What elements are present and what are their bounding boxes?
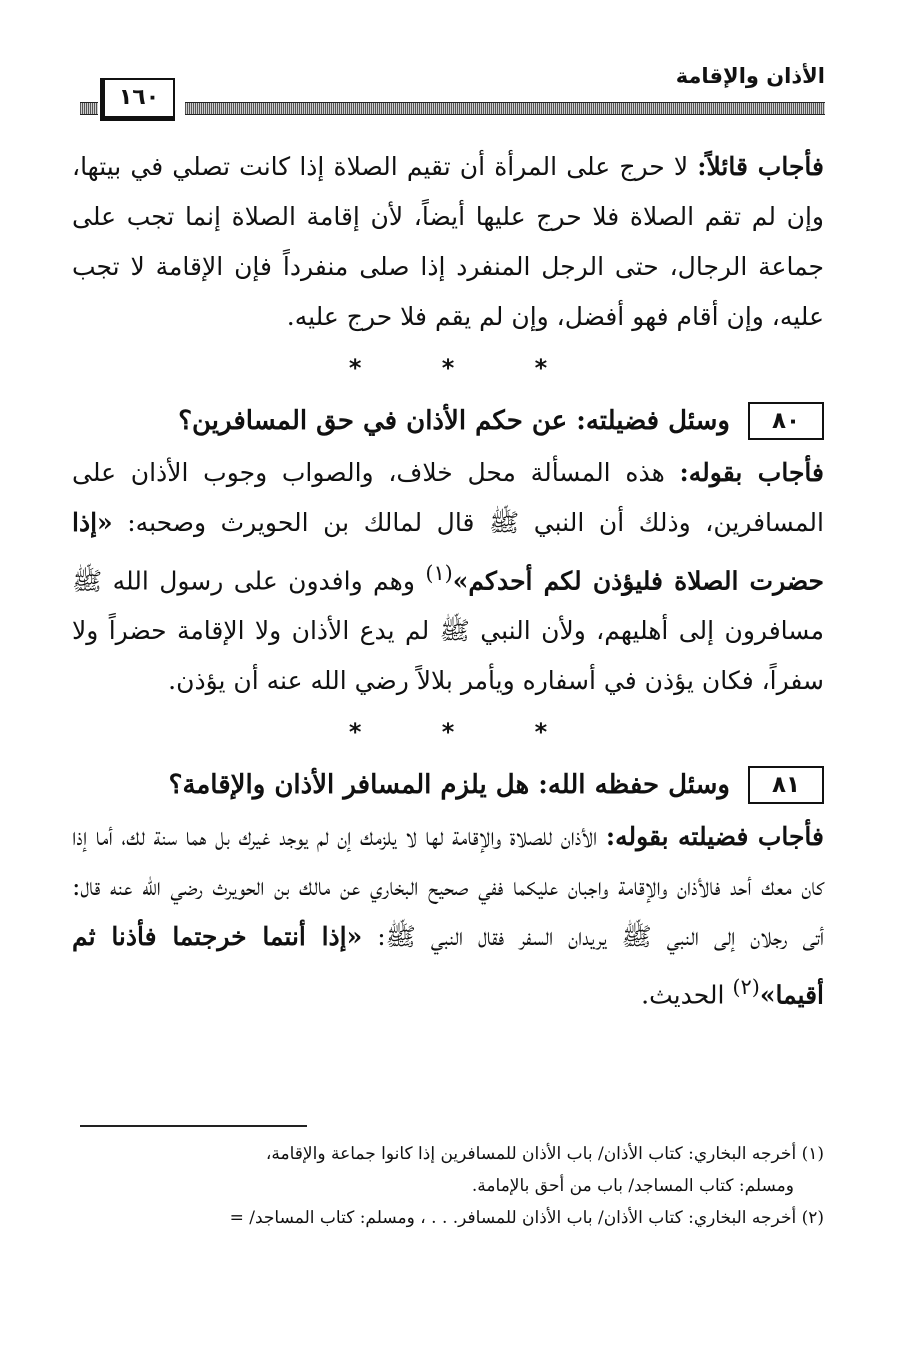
answer-text: الحديث. — [641, 980, 733, 1010]
answer-lead: فأجاب بقوله: — [679, 458, 824, 487]
section-separator: * * * — [348, 354, 584, 382]
answer-text: وهم وافدون على رسول الله ﷺ مسافرون إلى أهليهم، ولأن النبي ﷺ لم يدع الأذان ولا الإقامة حضراً ولا سفراً، فكان يؤذن في أسفاره ويأمر بلالاً رضي الله عنه أن يؤذن. — [72, 566, 824, 696]
answer-text: هذه المسألة محل خلاف، والصواب وجوب الأذان على المسافرين، وذلك أن النبي ﷺ قال لمالك بن الحويرث وصحبه: — [72, 458, 824, 537]
running-title: الأذان والإقامة — [675, 64, 825, 88]
answer-lead: فأجاب فضيلته بقوله: — [605, 822, 825, 852]
answer-text: الأذان للصلاة والإقامة لها لا يلزمك إن لم يوجد غيرك بل هما سنة لك، أما إذا كان معك أحد فالأذان والإقامة واجبان عليكما ففي صحيح البخاري عن مالك بن الحويرث رضي الله عنه قال: أتى رجلان إلى النبي ﷺ يريدان السفر فقال النبي ﷺ: — [72, 822, 825, 952]
footnote-1-continuation: ومسلم: كتاب المساجد/ باب من أحق بالإمامة. — [471, 1176, 794, 1196]
question-81 — [72, 758, 824, 812]
page-header — [80, 58, 825, 118]
answer-paragraph-81 — [72, 812, 824, 1020]
hadith-quote: «إذا أنتما خرجتما فأذنا ثم أقيما» — [72, 922, 824, 1010]
question-number-box: ٨١ — [748, 766, 824, 804]
footnote-ref: (٢) — [732, 975, 760, 1000]
hadith-quote: «إذا حضرت الصلاة فليؤذن لكم أحدكم» — [72, 508, 824, 596]
header-ornament-bar — [185, 102, 825, 115]
page-number: ١٦٠ — [100, 78, 175, 121]
header-ornament-bar-left — [80, 102, 98, 115]
answer-lead: فأجاب قائلاً: — [697, 152, 824, 181]
question-number-box: ٨٠ — [748, 402, 824, 440]
question-text: وسئل حفظه الله: هل يلزم المسافر الأذان والإقامة؟ — [168, 770, 730, 801]
main-text — [72, 142, 824, 1021]
answer-paragraph-1 — [72, 142, 824, 342]
question-80 — [72, 394, 824, 448]
footnote-1: (١) أخرجه البخاري: كتاب الأذان/ باب الأذان للمسافرين إذا كانوا جماعة والإقامة، — [265, 1144, 824, 1164]
answer-text: لا حرج على المرأة أن تقيم الصلاة إذا كانت تصلي في بيتها، وإن لم تقم الصلاة فلا حرج عليها أيضاً، لأن إقامة الصلاة إنما تجب على جماعة الرجال، حتى الرجل المنفرد إذا صلى منفرداً فإن الإقامة لا تجب عليه، وإن أقام فهو أفضل، وإن لم يقم فلا حرج عليه. — [72, 152, 824, 331]
question-text: وسئل فضيلته: عن حكم الأذان في حق المسافرين؟ — [178, 406, 730, 436]
footnotes — [72, 1138, 824, 1234]
footnote-ref: (١) — [425, 561, 453, 585]
section-separator: * * * — [348, 718, 584, 747]
footnote-divider — [80, 1125, 307, 1127]
answer-paragraph-80 — [72, 448, 824, 706]
footnote-2: (٢) أخرجه البخاري: كتاب الأذان/ باب الأذان للمسافر. . . ، ومسلم: كتاب المساجد/ = — [229, 1208, 824, 1228]
